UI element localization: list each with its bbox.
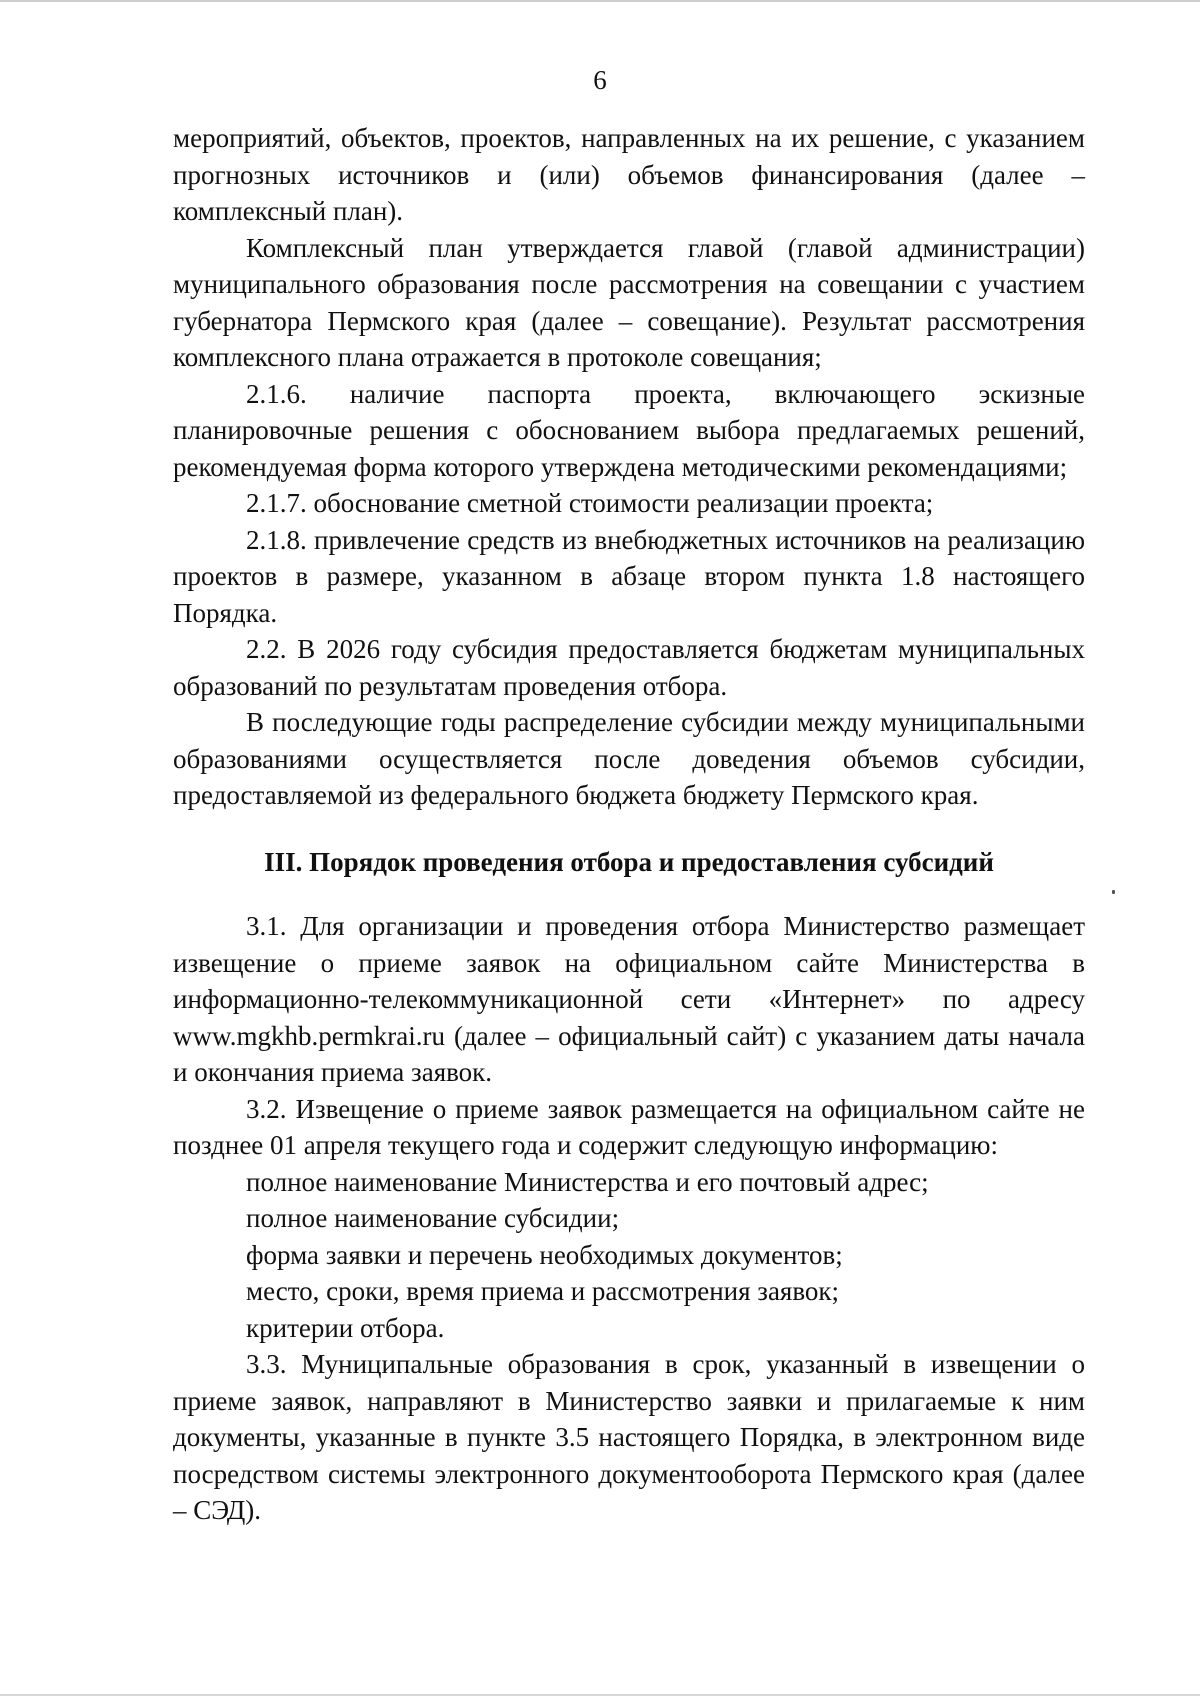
document-body	[173, 120, 1085, 1529]
section-heading: III. Порядок проведения отбора и предоставления субсидий	[264, 846, 994, 877]
page-number: 6	[593, 65, 607, 95]
list-item: место, сроки, время приема и рассмотрения заявок;	[246, 1276, 840, 1306]
paragraph: 2.1.8. привлечение средств из внебюджетных источников на реализацию проектов в размере, указанном в абзаце втором пункта 1.8 настоящего Порядка.	[173, 524, 1085, 628]
list-item: форма заявки и перечень необходимых документов;	[246, 1239, 843, 1270]
paragraph: 2.1.6. наличие паспорта проекта, включающего эскизные планировочные решения с обоснованием выбора предлагаемых решений, рекомендуемая форма которого утверждена методическими рекомендациями;	[173, 378, 1085, 482]
scan-speck	[1112, 890, 1115, 894]
paragraph: 2.1.7. обоснование сметной стоимости реализации проекта;	[246, 488, 934, 518]
paragraph: 3.3. Муниципальные образования в срок, указанный в извещении о приеме заявок, направляют в Министерство заявки и прилагаемые к ним документы, указанные в пункте 3.5 настоящего Порядка, в электронном виде посредством системы электронного документооборота Пермского края (далее – СЭД).	[173, 1349, 1085, 1525]
list-item: полное наименование субсидии;	[246, 1203, 620, 1233]
paragraph: 3.1. Для организации и проведения отбора Министерство размещает извещение о приеме заявок на официальном сайте Министерства в информационно-телекоммуникационной сети «Интернет» по адресу www.mgkhb.permkrai.ru (далее – официальный сайт) с указанием даты начала и окончания приема заявок.	[173, 911, 1085, 1087]
list-item: критерии отбора.	[246, 1312, 445, 1343]
paragraph: 3.2. Извещение о приеме заявок размещается на официальном сайте не позднее 01 апреля текущего года и содержит следующую информацию:	[173, 1093, 1085, 1160]
scan-top-edge	[0, 0, 1200, 2]
list-item: полное наименование Министерства и его почтовый адрес;	[246, 1166, 929, 1197]
paragraph: 2.2. В 2026 году субсидия предоставляется бюджетам муниципальных образований по результатам проведения отбора.	[173, 634, 1085, 701]
paragraph: Комплексный план утверждается главой (главой администрации) муниципального образования после рассмотрения на совещании с участием губернатора Пермского края (далее – совещание). Результат рассмотрения комплексного плана отражается в протоколе совещания;	[173, 232, 1085, 372]
paragraph: мероприятий, объектов, проектов, направленных на их решение, с указанием прогнозных источников и (или) объемов финансирования (далее – комплексный план).	[173, 123, 1085, 226]
paragraph: В последующие годы распределение субсидии между муниципальными образованиями осуществляется после доведения объемов субсидии, предоставляемой из федерального бюджета бюджету Пермского края.	[173, 707, 1085, 810]
